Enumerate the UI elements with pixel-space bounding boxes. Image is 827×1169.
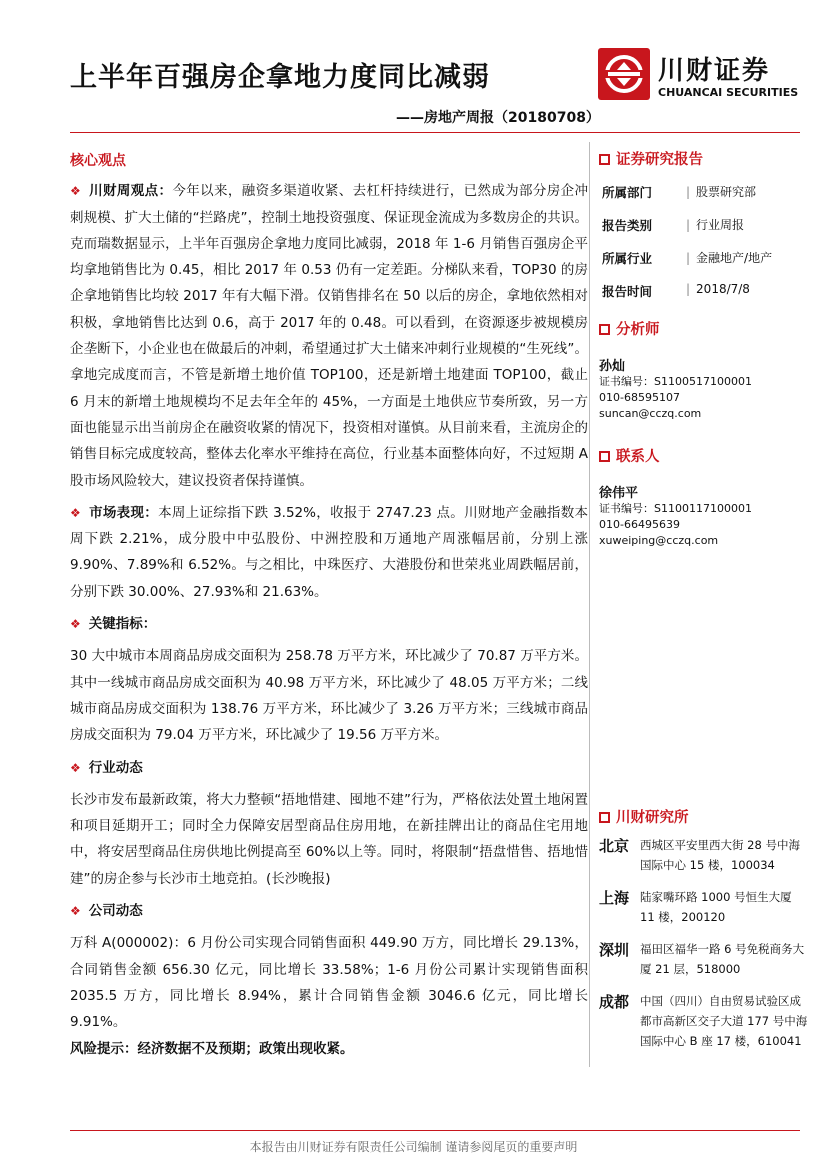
office-shenzhen: 深圳 福田区福华一路 6 号免税商务大厦 21 层，518000 bbox=[599, 941, 805, 976]
research-report-heading: 证券研究报告 bbox=[599, 148, 809, 169]
diamond-bullet-icon: ❖ bbox=[70, 617, 81, 632]
footer-disclaimer: 本报告由川财证券有限责任公司编制 谨请参阅尾页的重要声明 bbox=[249, 1140, 578, 1154]
contact-panel bbox=[599, 445, 809, 549]
square-bullet-icon bbox=[599, 812, 610, 823]
risk-warning: 风险提示：经济数据不及预期；政策出现收紧。 bbox=[70, 1040, 354, 1057]
header-divider bbox=[70, 132, 800, 133]
diamond-bullet-icon: ❖ bbox=[70, 184, 82, 199]
industry-news-heading: 行业动态 bbox=[88, 759, 143, 776]
main-content bbox=[70, 148, 588, 1062]
office-beijing: 北京 西城区平安里西大街 28 号中海国际中心 15 楼，100034 bbox=[599, 837, 800, 872]
contact-email[interactable]: xuweiping@cczq.com bbox=[599, 534, 719, 547]
contact-heading: 联系人 bbox=[599, 445, 809, 466]
core-viewpoint-heading: 核心观点 bbox=[70, 153, 126, 169]
square-bullet-icon bbox=[599, 451, 610, 462]
weekly-view-text: 今年以来，融资多渠道收紧、去杠杆持续进行，已然成为部分房企冲刺规模、扩大土储的“拦路虎”，控制土地投资强度、保证现金流成为多数房企的共识。克而瑞数据显示，上半年百强房企拿地力度同比减弱，2018 年 1-6 月销售百强房企平均拿地销售比为 0.45，相比 2017 年 0.53 仍有一定差距。分梯队来看，TOP30 的房企拿地销售比均较 2017 年有大幅下滑。仅销售排名在 50 以后的房企，拿地依然相对积极，拿地销售比达到 0.6，高于 2017 年的 0.48。可以看到，在资源逐步被规模房企垄断下，小企业也在做最后的冲刺，希望通过扩大土储来冲刺行业规模的“生死线”。拿地完成度而言，不管是新增土地价值 TOP100，还是新增土地建面 TOP100，截止 6 月末的新增土地规模均不足去年全年的 45%，一方面是土地供应节奏所致，另一方面也能显示出当前房企在融资收紧的情况下，投资相对谨慎。从目前来看，主流房企的销售目标完成度较高，整体去化率水平维持在高位，行业基本面整体向好，不过短期 A 股市场风险较大，建议投资者保持谨慎。 bbox=[70, 183, 589, 489]
market-performance-text: 本周上证综指下跌 3.52%，收报于 2747.23 点。川财地产金融指数本周下跌 2.21%，成分股中中弘股份、中洲控股和万通地产周涨幅居前，分别上涨 9.90%、7.89%和 6.52%。与之相比，中珠医疗、大港股份和世荣兆业周跌幅居前，分别下跌 30.00%、27.93%和 21.63%。 bbox=[70, 504, 588, 600]
diamond-bullet-icon: ❖ bbox=[70, 904, 81, 919]
office-shanghai: 上海 陆家嘴环路 1000 号恒生大厦 11 楼，200120 bbox=[599, 889, 792, 924]
diamond-bullet-icon: ❖ bbox=[70, 505, 82, 520]
industry-news-heading-row bbox=[70, 755, 588, 781]
market-performance-paragraph bbox=[70, 500, 588, 605]
contact-phone: 010-66495639 bbox=[599, 518, 680, 531]
weekly-view-heading: 川财周观点： bbox=[89, 183, 173, 200]
institute-panel bbox=[599, 806, 809, 1063]
analyst-heading: 分析师 bbox=[599, 318, 809, 339]
square-bullet-icon bbox=[599, 324, 610, 335]
key-indicators-heading-row bbox=[70, 611, 588, 637]
analyst-name: 孙灿 bbox=[599, 359, 626, 374]
report-subtitle: ——房地产周报（20180708） bbox=[396, 110, 600, 126]
info-row-date: 报告时间 | 2018/7/8 bbox=[599, 282, 809, 315]
company-news-heading: 公司动态 bbox=[88, 903, 143, 920]
info-row-industry: 所属行业 | 金融地产/地产 bbox=[599, 249, 809, 282]
industry-news-text: 长沙市发布最新政策，将大力整顿“捂地惜建、囤地不建”行为，严格依法处置土地闲置和项目延期开工；同时全力保障安居型商品住房用地，在新挂牌出让的商品住宅用地中，将安居型商品住房供地比例提高至 60%以上等。同时，将限制“捂盘惜售、捂地惜建”的房企参与长沙市土地竞拍。(长沙晚报) bbox=[70, 791, 588, 887]
report-info-panel bbox=[599, 148, 809, 315]
key-indicators-heading: 关键指标： bbox=[88, 616, 157, 633]
logo-mark-icon bbox=[598, 48, 650, 100]
analyst-cert: 证书编号：S1100517100001 bbox=[599, 375, 752, 388]
report-title: 上半年百强房企拿地力度同比减弱 bbox=[70, 62, 490, 93]
company-news-text: 万科 A(000002)：6 月份公司实现合同销售面积 449.90 万方，同比增长 29.13%，合同销售金额 656.30 亿元，同比增长 33.58%；1-6 月份公司累计实现销售面积 2035.5 万方，同比增长 8.94%，累计合同销售金额 3046.6 亿元，同比增长 9.91%。 bbox=[70, 935, 588, 1031]
contact-name: 徐伟平 bbox=[599, 486, 639, 501]
footer-divider bbox=[70, 1130, 800, 1131]
company-news-heading-row bbox=[70, 898, 588, 924]
analyst-email[interactable]: suncan@cczq.com bbox=[599, 407, 702, 420]
info-row-department: 所属部门 | 股票研究部 bbox=[599, 183, 809, 216]
column-divider bbox=[589, 142, 590, 1067]
office-chengdu: 成都 中国（四川）自由贸易试验区成都市高新区交子大道 177 号中海国际中心 B 座 17 楼，610041 bbox=[599, 993, 808, 1048]
institute-heading: 川财研究所 bbox=[599, 806, 809, 827]
contact-cert: 证书编号：S1100117100001 bbox=[599, 502, 752, 515]
logo-english-name: CHUANCAI SECURITIES bbox=[658, 86, 799, 99]
market-performance-heading: 市场表现： bbox=[89, 504, 159, 521]
key-indicators-text: 30 大中城市本周商品房成交面积为 258.78 万平方米，环比减少了 70.87 万平方米。其中一线城市商品房成交面积为 40.98 万平方米，环比减少了 48.05 万平方米；二线城市商品房成交面积为 138.76 万平方米，环比减少了 3.26 万平方米；三线城市商品房成交面积为 79.04 万平方米，环比减少了 19.56 万平方米。 bbox=[70, 648, 588, 744]
analyst-panel bbox=[599, 318, 809, 422]
company-logo bbox=[598, 48, 798, 104]
square-bullet-icon bbox=[599, 154, 610, 165]
info-row-category: 报告类别 | 行业周报 bbox=[599, 216, 809, 249]
logo-chinese-name: 川财证券 bbox=[658, 56, 771, 86]
weekly-view-paragraph bbox=[70, 178, 588, 494]
diamond-bullet-icon: ❖ bbox=[70, 760, 81, 775]
analyst-phone: 010-68595107 bbox=[599, 391, 680, 404]
